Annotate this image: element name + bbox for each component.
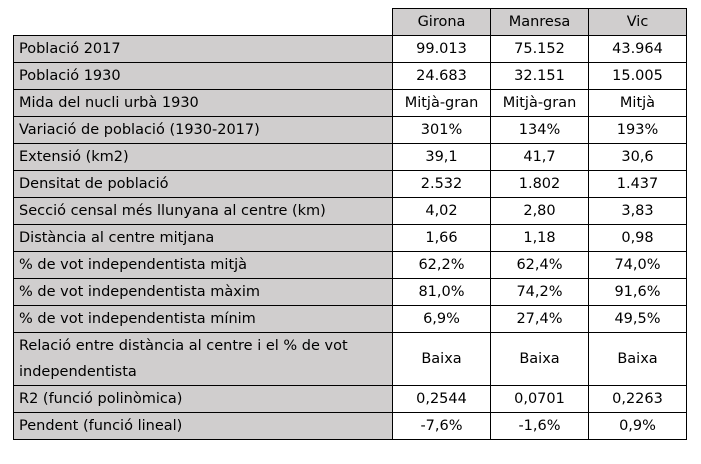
table-row (14, 252, 687, 279)
table-cell: 1.437 (589, 171, 687, 198)
table-cell: 27,4% (491, 306, 589, 333)
table-cell: 49,5% (589, 306, 687, 333)
table-cell: 62,2% (393, 252, 491, 279)
row-label: Variació de població (1930-2017) (14, 117, 393, 144)
table-cell: 1,66 (393, 225, 491, 252)
row-label: % de vot independentista mitjà (14, 252, 393, 279)
table-cell: 4,02 (393, 198, 491, 225)
table-row (14, 36, 687, 63)
row-label: % de vot independentista màxim (14, 279, 393, 306)
comparison-table (13, 8, 687, 440)
column-header: Manresa (491, 9, 589, 36)
table-cell: Mitjà-gran (491, 90, 589, 117)
table-cell: Mitjà (589, 90, 687, 117)
table-cell: 24.683 (393, 63, 491, 90)
table-cell: 91,6% (589, 279, 687, 306)
table-cell: 0,9% (589, 413, 687, 440)
table-cell: 3,83 (589, 198, 687, 225)
row-label: Població 1930 (14, 63, 393, 90)
table-cell: 0,2263 (589, 386, 687, 413)
table-row (14, 306, 687, 333)
table-row (14, 117, 687, 144)
table-row (14, 225, 687, 252)
table-cell: 2,80 (491, 198, 589, 225)
table-cell: 81,0% (393, 279, 491, 306)
table-cell: 15.005 (589, 63, 687, 90)
table-cell: 75.152 (491, 36, 589, 63)
row-label: Relació entre distància al centre i el % de vot independentista (14, 333, 393, 386)
table-row (14, 333, 687, 386)
table-row (14, 63, 687, 90)
table-row (14, 279, 687, 306)
column-header: Vic (589, 9, 687, 36)
table-row (14, 386, 687, 413)
table-row (14, 413, 687, 440)
row-label: Població 2017 (14, 36, 393, 63)
row-label: Mida del nucli urbà 1930 (14, 90, 393, 117)
table-cell: 43.964 (589, 36, 687, 63)
table-cell: 99.013 (393, 36, 491, 63)
row-label: % de vot independentista mínim (14, 306, 393, 333)
table-cell: 32.151 (491, 63, 589, 90)
table-cell: Baixa (393, 333, 491, 386)
row-label: Distància al centre mitjana (14, 225, 393, 252)
table-cell: 193% (589, 117, 687, 144)
row-label: R2 (funció polinòmica) (14, 386, 393, 413)
table-cell: 74,0% (589, 252, 687, 279)
row-label: Densitat de població (14, 171, 393, 198)
corner-cell (14, 9, 393, 36)
table-cell: 39,1 (393, 144, 491, 171)
table-cell: 1,18 (491, 225, 589, 252)
table-cell: 1.802 (491, 171, 589, 198)
row-label: Secció censal més llunyana al centre (km) (14, 198, 393, 225)
table-cell: 6,9% (393, 306, 491, 333)
table-row (14, 144, 687, 171)
table-cell: 30,6 (589, 144, 687, 171)
table-cell: 301% (393, 117, 491, 144)
table-cell: 2.532 (393, 171, 491, 198)
row-label: Extensió (km2) (14, 144, 393, 171)
table-cell: 0,98 (589, 225, 687, 252)
table-cell: -1,6% (491, 413, 589, 440)
table-row (14, 198, 687, 225)
table-cell: 62,4% (491, 252, 589, 279)
table-cell: 0,0701 (491, 386, 589, 413)
table-cell: 74,2% (491, 279, 589, 306)
table-cell: 134% (491, 117, 589, 144)
table-cell: Baixa (491, 333, 589, 386)
table-cell: -7,6% (393, 413, 491, 440)
row-label: Pendent (funció lineal) (14, 413, 393, 440)
table-cell: 0,2544 (393, 386, 491, 413)
table-cell: Mitjà-gran (393, 90, 491, 117)
table-row (14, 171, 687, 198)
column-header: Girona (393, 9, 491, 36)
header-row (14, 9, 687, 36)
table-cell: 41,7 (491, 144, 589, 171)
table-row (14, 90, 687, 117)
table-cell: Baixa (589, 333, 687, 386)
